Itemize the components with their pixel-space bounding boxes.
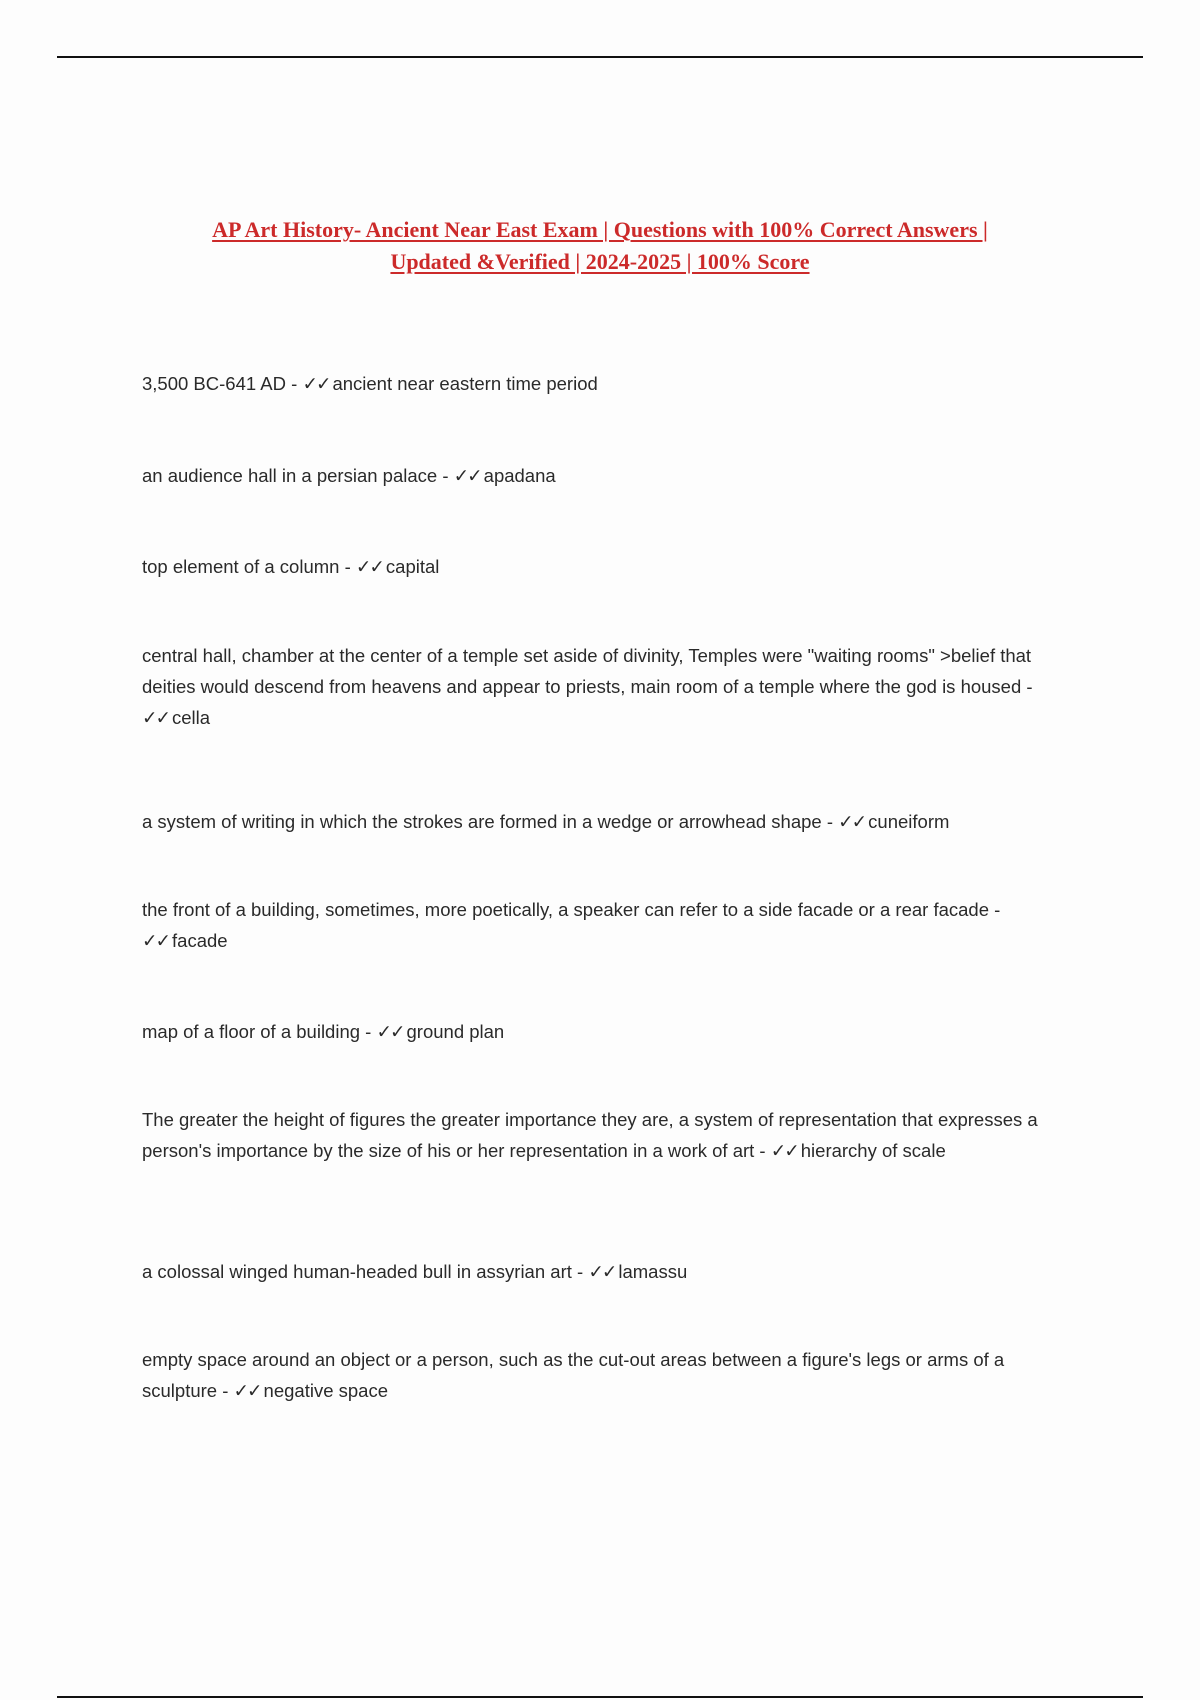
check-icon: ✓✓ bbox=[838, 812, 866, 833]
question-text: top element of a column bbox=[142, 556, 340, 577]
separator: - bbox=[437, 465, 454, 486]
question-text: an audience hall in a persian palace bbox=[142, 465, 438, 486]
separator: - bbox=[339, 556, 356, 577]
check-icon: ✓✓ bbox=[376, 1022, 404, 1043]
check-icon: ✓✓ bbox=[233, 1381, 261, 1402]
separator: - bbox=[217, 1380, 234, 1401]
answer-text: cella bbox=[172, 707, 211, 728]
answer-text: lamassu bbox=[618, 1261, 688, 1282]
title-line-2: Updated &Verified | 2024-2025 | 100% Score bbox=[390, 249, 810, 274]
question-text: 3,500 BC-641 AD bbox=[142, 373, 286, 394]
check-icon: ✓✓ bbox=[302, 374, 330, 395]
qa-item bbox=[142, 806, 1062, 838]
title-line-1: AP Art History- Ancient Near East Exam | Questions with 100% Correct Answers | bbox=[212, 217, 988, 242]
answer-text: capital bbox=[385, 556, 440, 577]
question-text: map of a floor of a building bbox=[142, 1021, 361, 1042]
qa-item bbox=[142, 460, 1062, 492]
top-rule bbox=[57, 56, 1143, 58]
check-icon: ✓✓ bbox=[355, 557, 383, 578]
answer-text: facade bbox=[172, 930, 228, 951]
answer-text: negative space bbox=[263, 1380, 388, 1401]
answer-text: ground plan bbox=[406, 1021, 505, 1042]
qa-item bbox=[142, 551, 1062, 583]
bottom-rule bbox=[57, 1696, 1143, 1698]
qa-item bbox=[142, 1016, 1062, 1048]
separator: - bbox=[821, 811, 839, 832]
question-text: central hall, chamber at the center of a temple set aside of divinity, Temples were "waiting rooms" >belief that deities would descend from heavens and appear to priests, main room of a temple where the god is housed bbox=[142, 645, 1032, 697]
separator: - bbox=[360, 1021, 377, 1042]
check-icon: ✓✓ bbox=[588, 1262, 616, 1283]
separator: - bbox=[571, 1261, 589, 1282]
answer-text: cuneiform bbox=[868, 811, 950, 832]
question-text: The greater the height of figures the greater importance they are, a system of representation that expresses a person's importance by the size of his or her representation in a work of art bbox=[142, 1109, 1038, 1161]
question-text: a colossal winged human-headed bull in assyrian art bbox=[142, 1261, 572, 1282]
qa-item bbox=[142, 1256, 1062, 1288]
separator: - bbox=[989, 899, 1001, 920]
check-icon: ✓✓ bbox=[142, 931, 170, 952]
check-icon: ✓✓ bbox=[453, 466, 481, 487]
question-text: the front of a building, sometimes, more poetically, a speaker can refer to a side facade or a rear facade bbox=[142, 899, 989, 920]
answer-text: ancient near eastern time period bbox=[332, 373, 598, 394]
separator: - bbox=[754, 1140, 771, 1161]
check-icon: ✓✓ bbox=[770, 1141, 798, 1162]
separator: - bbox=[1021, 676, 1033, 697]
answer-text: hierarchy of scale bbox=[800, 1140, 946, 1161]
qa-item bbox=[142, 1104, 1062, 1167]
check-icon: ✓✓ bbox=[142, 708, 170, 729]
qa-item bbox=[142, 368, 1062, 400]
question-text: a system of writing in which the strokes are formed in a wedge or arrowhead shape bbox=[142, 811, 822, 832]
qa-item bbox=[142, 1344, 1062, 1407]
question-text: empty space around an object or a person, such as the cut-out areas between a figure's legs or arms of a sculpture bbox=[142, 1349, 1005, 1401]
qa-item bbox=[142, 894, 1062, 957]
answer-text: apadana bbox=[483, 465, 556, 486]
qa-item bbox=[142, 640, 1062, 734]
document-title bbox=[150, 214, 1050, 278]
separator: - bbox=[285, 373, 303, 394]
